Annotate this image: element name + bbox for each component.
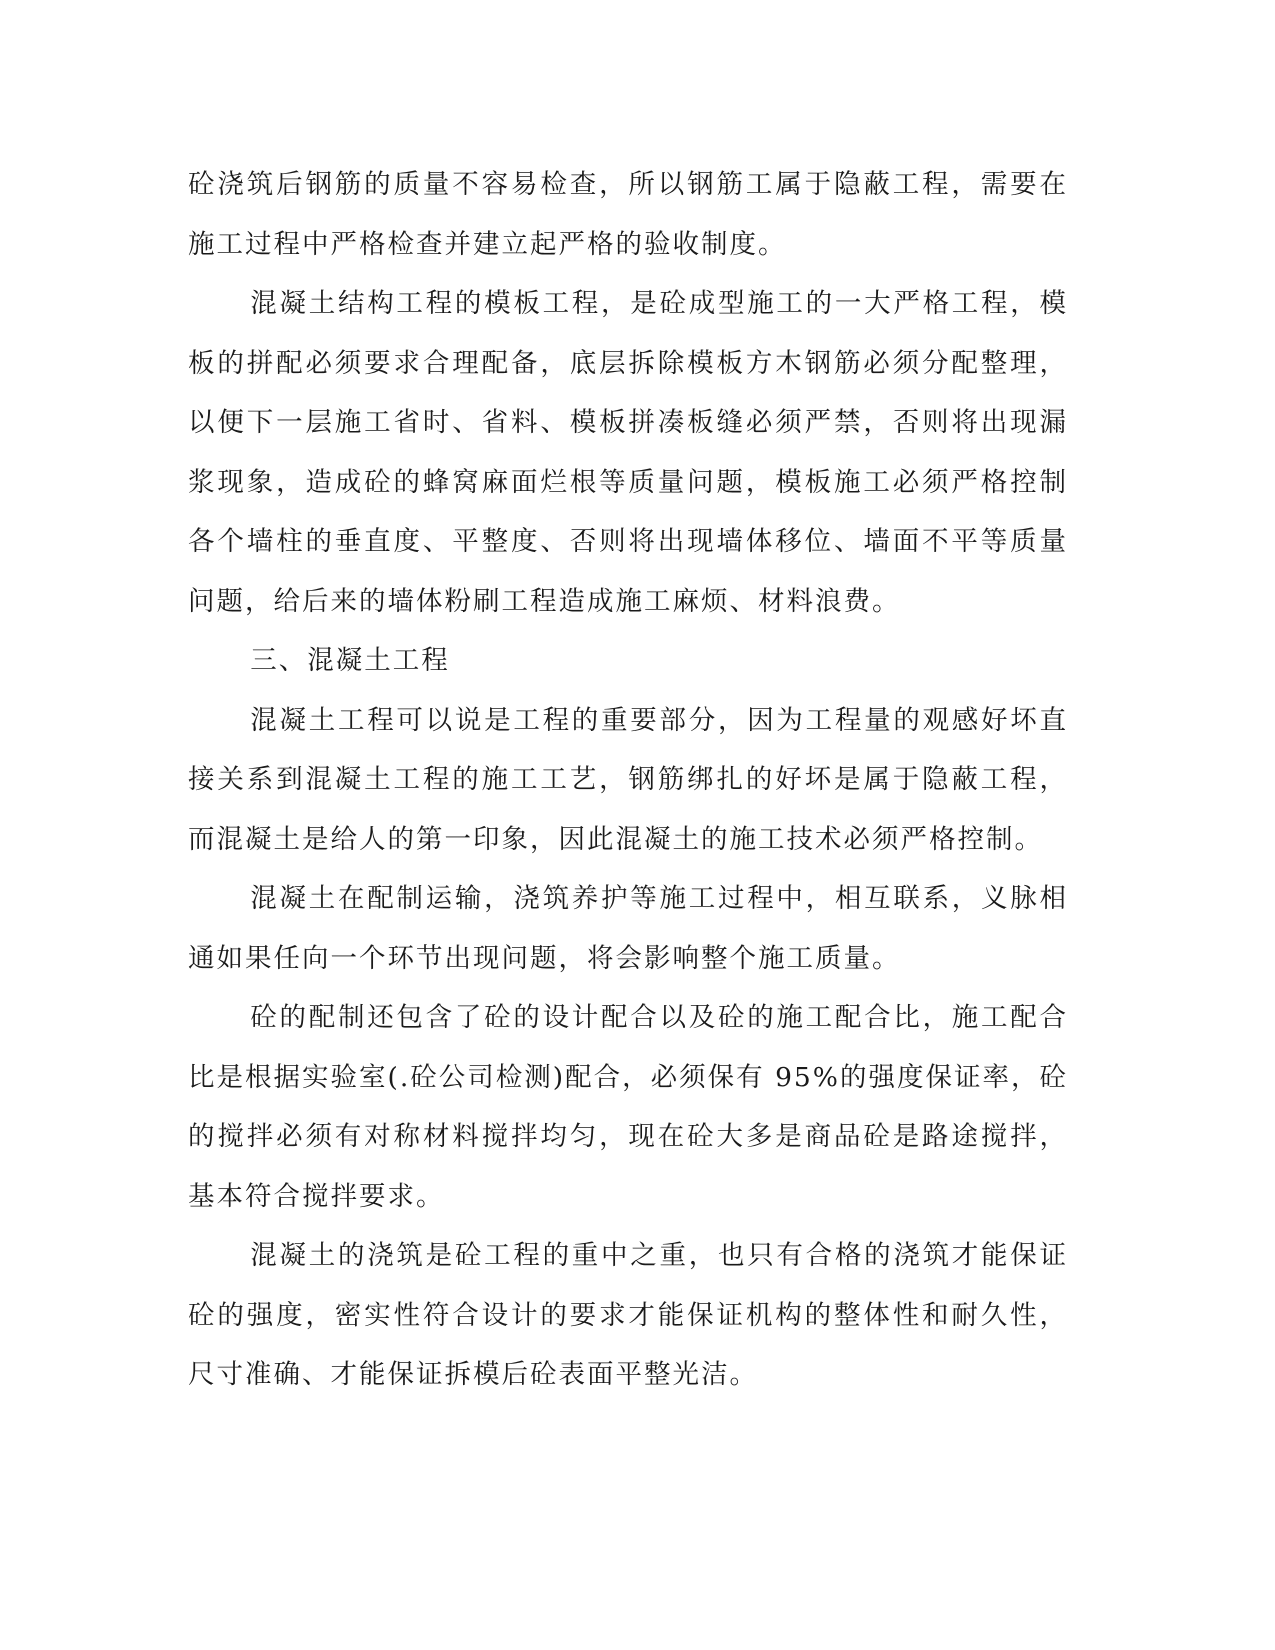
paragraph-formwork: 混凝土结构工程的模板工程，是砼成型施工的一大严格工程，模板的拼配必须要求合理配备，底层拆除模板方木钢筋必须分配整理，以便下一层施工省时、省料、模板拼凑板缝必须严禁，否则将出现漏浆现象，造成砼的蜂窝麻面烂根等质量问题，模板施工必须严格控制各个墙柱的垂直度、平整度、否则将出现墙体移位、墙面不平等质量问题，给后来的墙体粉刷工程造成施工麻烦、材料浪费。 xyxy=(188,288,1068,617)
paragraph-concrete-process: 混凝土在配制运输，浇筑养护等施工过程中，相互联系，义脉相通如果任向一个环节出现问题，将会影响整个施工质量。 xyxy=(188,883,1068,974)
section-heading-concrete: 三、混凝土工程 xyxy=(250,645,450,676)
body-text xyxy=(188,155,1068,1405)
paragraph-concrete-importance: 混凝土工程可以说是工程的重要部分，因为工程量的观感好坏直接关系到混凝土工程的施工工艺，钢筋绑扎的好坏是属于隐蔽工程，而混凝土是给人的第一印象，因此混凝土的施工技术必须严格控制。 xyxy=(188,704,1068,855)
paragraph-mix-ratio: 砼的配制还包含了砼的设计配合以及砼的施工配合比，施工配合比是根据实验室(.砼公司检测)配合，必须保有 95%的强度保证率，砼的搅拌必须有对称材料搅拌均匀，现在砼大多是商品砼是路途搅拌，基本符合搅拌要求。 xyxy=(188,1002,1068,1212)
paragraph-pouring: 混凝土的浇筑是砼工程的重中之重，也只有合格的浇筑才能保证砼的强度，密实性符合设计的要求才能保证机构的整体性和耐久性，尺寸准确、才能保证拆模后砼表面平整光洁。 xyxy=(188,1240,1068,1390)
paragraph-rebar-inspection: 砼浇筑后钢筋的质量不容易检查，所以钢筋工属于隐蔽工程，需要在施工过程中严格检查并建立起严格的验收制度。 xyxy=(188,169,1068,260)
